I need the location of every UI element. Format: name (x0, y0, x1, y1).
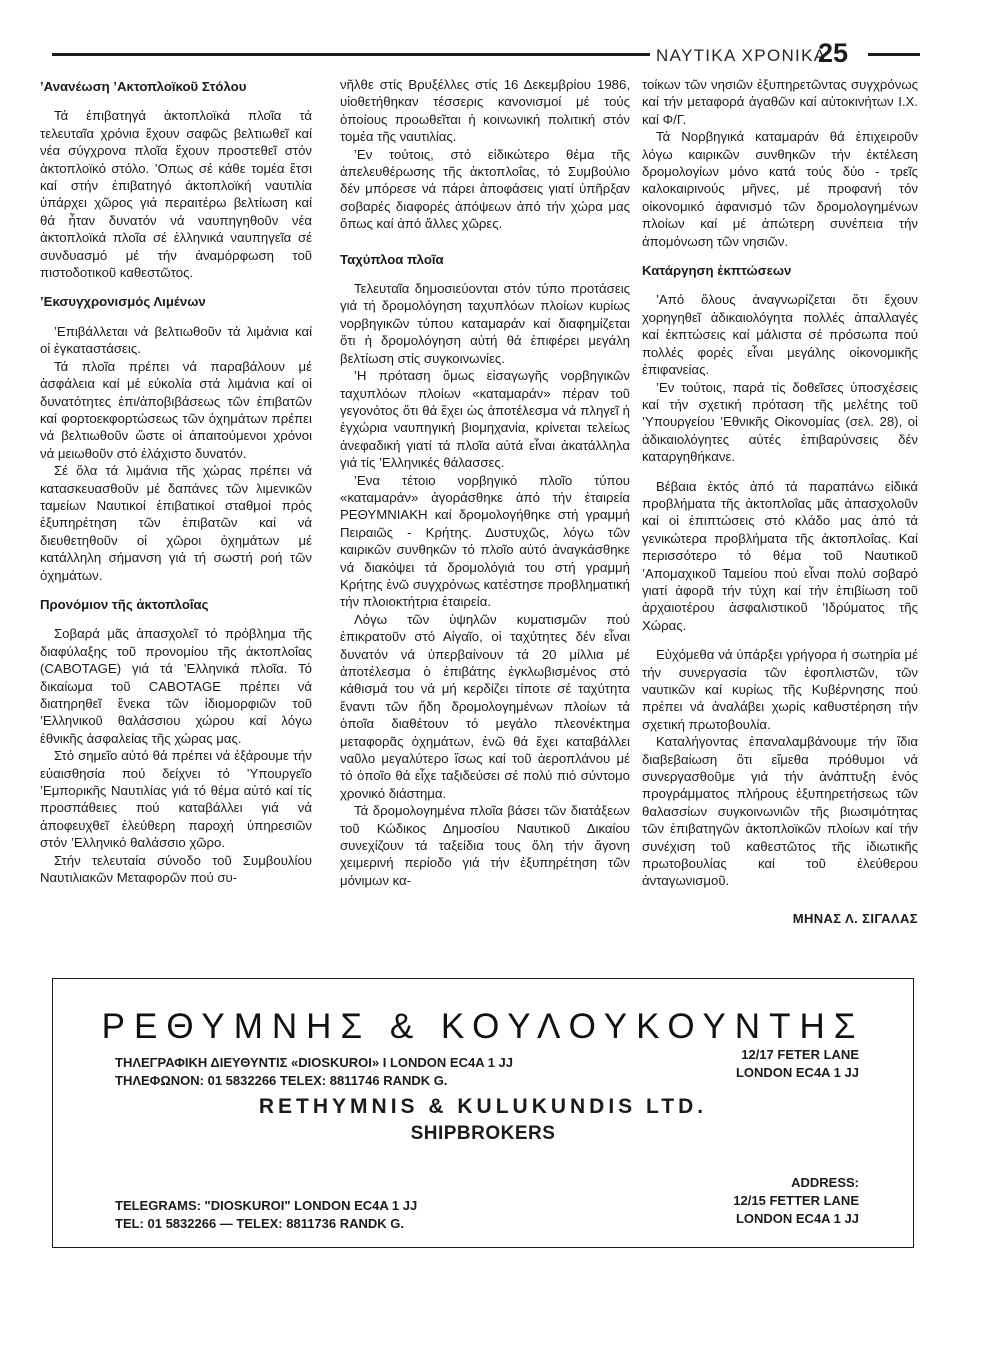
paragraph: Καταλήγοντας ἐπαναλαμβάνουμε τήν ἴδια διαβεβαίωση ὅτι εἴμεθα πρόθυμοι νά συνεργασθοῦμε γιά τήν ἀνάπτυξη ἑνός προγράμματος πλήρους ἐξυπηρετήσεως τῶν θαλασσίων συγκοινωνιῶν τῆς βιωσιμότητας τῶν ἐπιβατηγῶν ἀκτοπλοϊκῶν πλοίων καί τήν συνέχιση τοῦ καθεστῶτος τῆς ἰδιωτικῆς πρωτοβουλίας καί τοῦ ἐλεύθερου ἀνταγωνισμοῦ. (642, 734, 918, 889)
ad-english-company-name: RETHYMNIS & KULUKUNDIS LTD. (258, 1095, 708, 1118)
paragraph: Τελευταῖα δημοσιεύονται στόν τύπο προτάσεις γιά τή δρομολόγηση ταχυπλόων πλοίων κυρίως νορβηγικῶν τύπου καταμαράν καί διαφημίζεται ὅτι ἡ δρομολόγηση αὐτή θά ἐπιφέρει μεγάλη βελτίωση στίς συγκοινωνίες. (340, 281, 630, 366)
paragraph: Σέ ὅλα τά λιμάνια τῆς χώρας πρέπει νά κατασκευασθοῦν μέ δαπάνες τῶν λιμενικῶν ταμείων Ναυτικοί ἐπιβατικοί σταθμοί πρός ἐξυπηρέτηση τῶν ἐπιβατῶν καί νά διευθετηθοῦν οἱ χῶροι ὀχημάτων μέ κατάλληλη σήμανση γιά τή σωστή ροή τῶν ὀχημάτων. (40, 463, 312, 583)
header-rule-left (52, 53, 650, 56)
paragraph: Τά δρομολογημένα πλοῖα βάσει τῶν διατάξεων τοῦ Κώδικος Δημοσίου Ναυτικοῦ Δικαίου συνεχίζουν τά ταξείδια τους ὅλη τήν ἄγονη χειμερινή περίοδο γιά τήν ἐξυπηρέτηση τῶν μόνιμων κα- (340, 803, 630, 888)
paragraph: τοίκων τῶν νησιῶν ἐξυπηρετῶντας συγχρόνως καί τήν μεταφορά ἀγαθῶν καί αὐτοκινήτων Ι.Χ. καί Φ/Γ. (642, 77, 918, 127)
paragraph: Εὐχόμεθα νά ὑπάρξει γρήγορα ἡ σωτηρία μέ τήν συνεργασία τῶν ἐφοπλιστῶν, τῶν ναυτικῶν καί κυρίως τῆς Κυβέρνησης πού πρέπει νά ἀναλάβει χωρίς καθυστέρηση τήν σχετική πρωτοβουλία. (642, 647, 918, 732)
ad-greek-company-name: ΡΕΘΥΜΝΗΣ & ΚΟΥΛΟΥΚΟΥΝΤΗΣ (101, 1007, 865, 1046)
ad-english-subtitle: SHIPBROKERS (410, 1123, 556, 1144)
paragraph: Τά ἐπιβατηγά ἀκτοπλοϊκά πλοῖα τά τελευταῖα χρόνια ἔχουν σαφῶς βελτιωθεῖ καί νέα σύγχρονα πλοῖα ἔχουν προστεθεῖ στόν ἀκτοπλοϊκό στόλο. ’Οπως σέ κάθε τομέα ἔτσι καί στήν ἐπιβατηγό ἀκτοπλοϊκή ναυτιλία ὑπάρχει χῶρος γιά περαιτέρω βελτίωση καί θά ἦταν δυνατόν νά ναυπηγηθοῦν νέα ἀκτοπλοϊκά πλοῖα σέ ἑλληνικά ναυπηγεῖα σέ συνδυασμό μέ τήν ἀναμόρφωση τοῦ πιστοδοτικοῦ καθεστῶτος. (40, 108, 312, 281)
section-heading: ’Εκσυγχρονισμός Λιμένων (40, 294, 206, 310)
ad-address-label: ADDRESS: (791, 1175, 859, 1190)
advertisement-box (52, 978, 914, 1248)
ad-greek-telegraph: ΤΗΛΕΓΡΑΦΙΚΗ ΔΙΕΥΘΥΝΤΙΣ «DIOSKUROI» I LONDON EC4A 1 JJ (115, 1055, 514, 1070)
paragraph: Στήν τελευταία σύνοδο τοῦ Συμβουλίου Ναυτιλιακῶν Μεταφορῶν πού συ- (40, 852, 312, 886)
paragraph: Βέβαια ἐκτός ἀπό τά παραπάνω εἰδικά προβλήματα τῆς ἀκτοπλοΐας μᾶς ἀπασχολοῦν καί οἱ ἐπιπτώσεις στό κλάδο μας ἀπό τά γενικώτερα προβλήματα τῆς ἀκτοπλοΐας. Καί περισσότερο τό θέμα τοῦ Ναυτικοῦ ’Απομαχικοῦ Ταμείου πού εἶναι πολύ σοβαρό γιατί ἀφορᾶ τήν τύχη καί τήν ἐπιβίωση τοῦ ἀρχαιοτέρου ἀσφαλιστικοῦ ’Ιδρύματος τῆς Χώρας. (642, 478, 918, 633)
magazine-title: ΝΑΥΤΙΚΑ ΧΡΟΝΙΚΑ (656, 46, 827, 65)
header-rule-right (868, 53, 920, 56)
ad-tel-telex: TEL: 01 5832266 — TELEX: 8811736 RANDK G. (115, 1216, 405, 1231)
ad-greek-address-line2: LONDON EC4A 1 JJ (735, 1065, 859, 1080)
paragraph: ’Η πρόταση ὅμως εἰσαγωγῆς νορβηγικῶν ταχυπλόων πλοίων «καταμαράν» πέραν τοῦ γεγονότος ὅτι θά ἔχει ὡς ἀποτέλεσμα νά πληγεῖ ἡ ἐγχώρια ναυπηγική βιομηχανία, κρίνεται τελείως ἀνεφαδική γιατί τά πλοῖα αὐτά εἶναι ἀκατάλληλα γιά τίς ’Ελληνικές θάλασσες. (340, 368, 630, 471)
paragraph: ’Εν τούτοις, παρά τίς δοθεῖσες ὑποσχέσεις καί τήν σχετική πρόταση τῆς μελέτης τοῦ ’Υπουργείου ’Εθνικῆς Οἰκονομίας (σελ. 28), οἱ ἀδικαιολόγητες αὐτές ἐπιβαρύνσεις δέν καταργηθήκανε. (642, 379, 918, 465)
paragraph: ’Ενα τέτοιο νορβηγικό πλοῖο τύπου «καταμαράν» ἀγοράσθηκε ἀπό τήν ἑταιρεία ΡΕΘΥΜΝΙΑΚΗ καί δρομολογήθηκε στή γραμμή Πειραιῶς - Κρήτης. Δυστυχῶς, λόγω τῶν καιρικῶν συνθηκῶν τό πλοῖο αὐτό ἀναγκάσθηκε νά διακόψει τά δρομολόγιά του στή γραμμή Κρήτης ἐνῶ συγχρόνως κατέστησε προβληματική τήν πλοιοκτήτρια ἑταιρεία. (340, 472, 630, 610)
page-number: 25 (818, 38, 849, 68)
ad-english-address-line2: LONDON EC4A 1 JJ (735, 1211, 859, 1226)
ad-greek-phone: ΤΗΛΕΦΩΝΟΝ: 01 5832266 TELEX: 8811746 RANDK G. (115, 1073, 448, 1088)
article-column-1 (40, 78, 312, 886)
section-heading: Προνόμιον τῆς ἀκτοπλοΐας (40, 596, 209, 612)
section-heading: ’Ανανέωση ’Ακτοπλοϊκοῦ Στόλου (40, 79, 247, 94)
paragraph: Σοβαρά μᾶς ἀπασχολεῖ τό πρόβλημα τῆς διαφύλαξης τοῦ προνομίου τῆς ἀκτοπλοΐας (CABOTAGE) γιά τά ’Ελληνικά πλοῖα. Τό δικαίωμα τοῦ CABOTAGE πρέπει νά διατηρηθεῖ ἕνεκα τῶν ἰδιομορφιῶν τοῦ ’Ελληνικοῦ θαλάσσιου χώρου καί λόγω ἐθνικῆς ἀσφαλείας τῆς χώρας μας. (40, 626, 312, 746)
paragraph: Τά Νορβηγικά καταμαράν θά ἐπιχειροῦν λόγω καιρικῶν συνθηκῶν τήν ἐκτέλεση δρομολογίων μόνο κατά τούς δύο - τρεῖς καλοκαιρινούς μῆνες, μέ προφανή τόν οἰκονομικό ἀφανισμό τῶν δρομολογημένων πλοίων καί μέ ἀπώτερη συνέπεια τήν ἀπομόνωση τῶν νησιῶν. (642, 129, 918, 249)
paragraph: νῆλθε στίς Βρυξέλλες στίς 16 Δεκεμβρίου 1986, υἱοθετήθηκαν τέσσερις κανονισμοί μέ τούς ὁποίους προωθεῖται ἡ κοινωνική πολιτική στόν τομέα τῆς ναυτιλίας. (340, 77, 630, 145)
paragraph: Λόγω τῶν ὑψηλῶν κυματισμῶν πού ἐπικρατοῦν στό Αἰγαῖο, οἱ ταχύτητες δέν εἶναι δυνατόν νά ὑπερβαίνουν τά 20 μίλλια μέ ἀποτέλεσμα ὁ ἐπιβάτης ἐγκλωβισμένος στό κάθισμά του νά μή κερδίζει τίποτε σέ ταχύτητα ἔναντι τῶν ἤδη δρομολογημένων πλοίων τά ὁποῖα διαθέτουν τό μεγάλο πλεονέκτημα μεταφορᾶς ὀχημάτων, ἐνῶ θά ἔχει καταβάλλει ναῦλο μεγαλύτερο ἴσως καί τοῦ ἀεροπλάνου μέ τό ὁποῖο θά εἶχε ταξιδεύσει σέ πολύ πιό σύντομο χρονικό διάστημα. (340, 611, 630, 801)
section-heading: Κατάργηση ἐκπτώσεων (642, 263, 792, 279)
ad-greek-address-line1: 12/17 FETER LANE (741, 1047, 859, 1062)
page-header (40, 40, 920, 70)
author-signature: ΜΗΝΑΣ Λ. ΣΙΓΑΛΑΣ (792, 910, 918, 926)
paragraph: ’Επιβάλλεται νά βελτιωθοῦν τά λιμάνια καί οἱ ἐγκαταστάσεις. (40, 323, 312, 357)
paragraph: ’Εν τούτοις, στό εἰδικώτερο θέμα τῆς ἀπελευθέρωσης τῆς ἀκτοπλοΐας, τό Συμβούλιο δέν μπόρεσε νά πάρει ἀποφάσεις γιατί ὑπῆρξαν σοβαρές διαφορές ἀπόψεων ἀπό τήν χώρα μας ὅπως καί ἀπό ἄλλες χῶρες. (340, 146, 630, 232)
article-column-2 (340, 76, 630, 889)
paragraph: Στό σημεῖο αὐτό θά πρέπει νά ἐξάρουμε τήν εὐαισθησία πού δείχνει τό ’Υπουργεῖο ’Εμπορικῆς Ναυτιλίας γιά τό θέμα αὐτό καί τίς προσπάθειες πού καταβάλλει γιά νά ἀποφευχθεῖ ἐλεύθερη παροχή ὑπηρεσιῶν στόν ’Ελληνικό θαλάσσιο χῶρο. (40, 748, 312, 851)
section-heading: Ταχύπλοα πλοῖα (340, 251, 444, 267)
ad-telegrams: TELEGRAMS: "DIOSKUROI" LONDON EC4A 1 JJ (115, 1198, 418, 1213)
ad-english-address-line1: 12/15 FETTER LANE (733, 1193, 859, 1208)
paragraph: Τά πλοῖα πρέπει νά παραβάλουν μέ ἀσφάλεια καί μέ εὐκολία στά λιμάνια καί οἱ δυνατότητες ἐπι/ἀποβιβάσεως τῶν ἐπιβατῶν καί φορτοεκφορτώσεως τῶν ὀχημάτων πρέπει νά βελτιωθοῦν ὥστε οἱ ἀπαιτούμενοι χρόνοι νά μειωθοῦν στό ἐλάχιστο δυνατόν. (40, 358, 312, 461)
paragraph: ’Από ὅλους ἀναγνωρίζεται ὅτι ἔχουν χορηγηθεῖ ἀδικαιολόγητα πολλές ἀπαλλαγές καί ἐκπτώσεις καί μάλιστα σέ πρόσωπα πού πολλές φορές εἶναι μεγάλης οἰκονομικῆς ἐπιφανείας. (642, 292, 918, 378)
article-column-3 (642, 76, 918, 927)
